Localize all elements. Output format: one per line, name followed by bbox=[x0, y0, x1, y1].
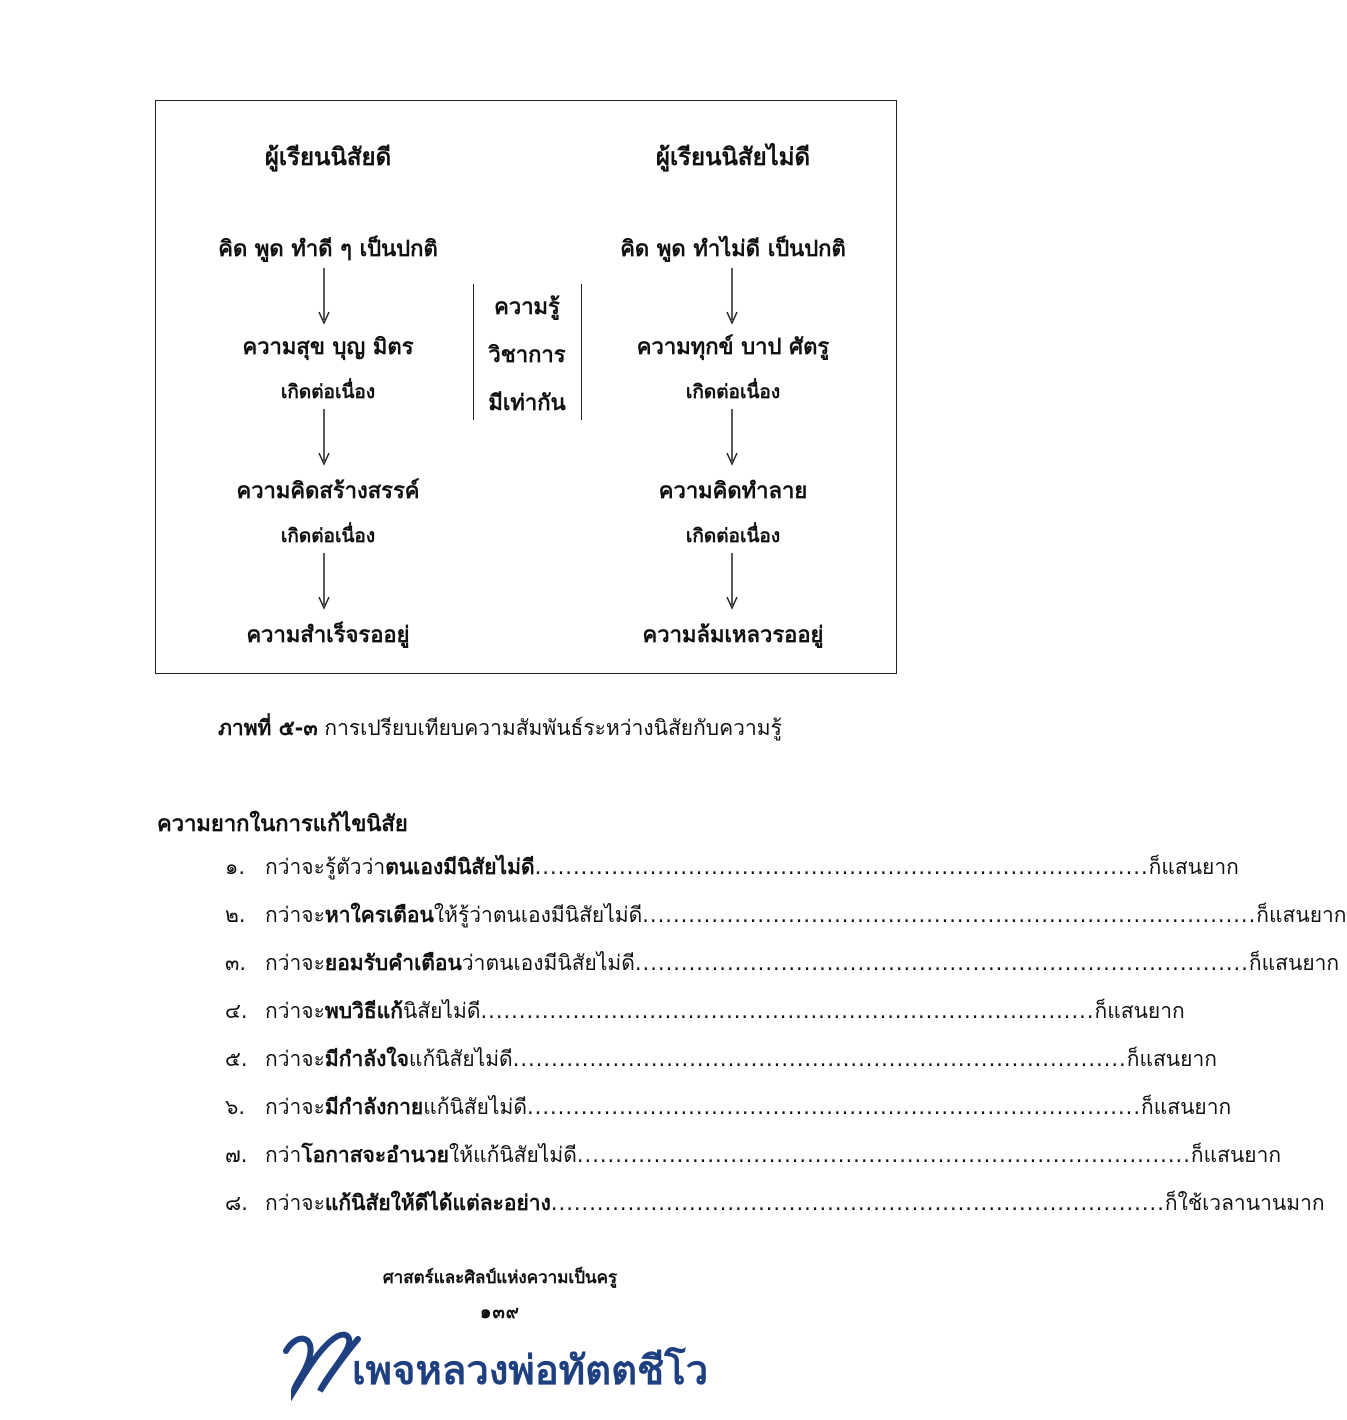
item-prefix: กว่าจะ bbox=[265, 999, 325, 1023]
item-prefix: กว่าจะ bbox=[265, 951, 325, 975]
difficulty-item bbox=[225, 1187, 1325, 1220]
item-conclusion: ก็แสนยาก bbox=[1148, 855, 1239, 879]
good-chain-step: คิด พูด ทำดี ๆ เป็นปกติ bbox=[218, 237, 438, 262]
center-label: วิชาการ bbox=[488, 343, 566, 368]
bad-chain-step: ความทุกข์ บาป ศัตรู bbox=[636, 335, 830, 360]
section-title: ความยากในการแก้ไขนิสัย bbox=[157, 812, 408, 837]
item-text bbox=[265, 1091, 527, 1124]
item-conclusion: ก็แสนยาก bbox=[1256, 903, 1347, 927]
bad-habit-title: ผู้เรียนนิสัยไม่ดี bbox=[655, 143, 811, 171]
item-emphasis: ยอมรับคำเตือน bbox=[324, 951, 462, 975]
dot-leader: ................................................................................ bbox=[512, 1047, 1127, 1071]
difficulty-item bbox=[225, 851, 1239, 884]
dot-leader: ................................................................................ bbox=[550, 1191, 1165, 1215]
item-number: ๖. bbox=[225, 1095, 246, 1119]
item-suffix: นิสัยไม่ดี bbox=[402, 999, 481, 1023]
item-number: ๒. bbox=[225, 903, 246, 927]
item-emphasis: โอกาสจะอำนวย bbox=[301, 1143, 449, 1167]
center-divider-right bbox=[581, 284, 582, 420]
item-text bbox=[265, 899, 642, 932]
item-emphasis: พบวิธีแก้ bbox=[324, 999, 403, 1023]
item-suffix: แก้นิสัยไม่ดี bbox=[423, 1095, 527, 1119]
item-conclusion: ก็ใช้เวลานานมาก bbox=[1164, 1191, 1325, 1215]
center-label: มีเท่ากัน bbox=[488, 391, 566, 416]
item-conclusion: ก็แสนยาก bbox=[1126, 1047, 1217, 1071]
difficulty-item bbox=[225, 947, 1340, 980]
good-chain-step: ความคิดสร้างสรรค์ bbox=[236, 479, 420, 504]
dot-leader: ................................................................................ bbox=[534, 855, 1149, 879]
continuous-label: เกิดต่อเนื่อง bbox=[685, 381, 781, 403]
item-text bbox=[265, 995, 480, 1028]
item-prefix: กว่าจะรู้ตัวว่า bbox=[265, 855, 386, 879]
item-text bbox=[265, 1187, 551, 1220]
item-prefix: กว่าจะ bbox=[265, 1095, 325, 1119]
down-arrow-icon bbox=[726, 409, 738, 465]
good-chain-step: ความสำเร็จรออยู่ bbox=[246, 623, 410, 648]
item-number: ๓. bbox=[225, 951, 247, 975]
bad-chain-step: คิด พูด ทำไม่ดี เป็นปกติ bbox=[620, 237, 846, 262]
item-suffix: ว่าตนเองมีนิสัยไม่ดี bbox=[461, 951, 635, 975]
item-emphasis: มีกำลังใจ bbox=[324, 1047, 409, 1071]
difficulty-item bbox=[225, 1139, 1282, 1172]
difficulty-item bbox=[225, 995, 1185, 1028]
figure-caption bbox=[0, 712, 1000, 745]
down-arrow-icon bbox=[318, 553, 330, 609]
item-text bbox=[265, 947, 635, 980]
item-prefix: กว่า bbox=[265, 1143, 302, 1167]
dot-leader: ................................................................................ bbox=[634, 951, 1249, 975]
item-emphasis: หาใครเตือน bbox=[324, 903, 434, 927]
difficulty-item bbox=[225, 899, 1347, 932]
item-emphasis: มีกำลังกาย bbox=[324, 1095, 424, 1119]
book-title: ศาสตร์และศิลป์แห่งความเป็นครู bbox=[382, 1268, 618, 1288]
continuous-label: เกิดต่อเนื่อง bbox=[685, 525, 781, 547]
dot-leader: ................................................................................ bbox=[480, 999, 1095, 1023]
dot-leader: ................................................................................ bbox=[642, 903, 1257, 927]
item-prefix: กว่าจะ bbox=[265, 1047, 325, 1071]
item-conclusion: ก็แสนยาก bbox=[1248, 951, 1340, 975]
item-conclusion: ก็แสนยาก bbox=[1190, 1143, 1282, 1167]
item-conclusion: ก็แสนยาก bbox=[1141, 1095, 1232, 1119]
item-conclusion: ก็แสนยาก bbox=[1094, 999, 1185, 1023]
item-text bbox=[265, 851, 535, 884]
center-divider-left bbox=[473, 284, 474, 420]
item-emphasis: ตนเองมีนิสัยไม่ดี bbox=[385, 855, 535, 879]
item-number: ๔. bbox=[225, 999, 248, 1023]
item-number: ๗. bbox=[225, 1143, 248, 1167]
bad-chain-step: ความล้มเหลวรออยู่ bbox=[642, 623, 824, 648]
caption-text: การเปรียบเทียบความสัมพันธ์ระหว่างนิสัยกับความรู้ bbox=[317, 716, 782, 740]
bad-chain-step: ความคิดทำลาย bbox=[658, 479, 808, 504]
item-prefix: กว่าจะ bbox=[265, 1191, 325, 1215]
good-habit-title: ผู้เรียนนิสัยดี bbox=[264, 143, 392, 171]
difficulty-item bbox=[225, 1091, 1232, 1124]
item-text bbox=[265, 1043, 513, 1076]
item-number: ๕. bbox=[225, 1047, 248, 1071]
item-number: ๑. bbox=[225, 855, 246, 879]
center-label: ความรู้ bbox=[494, 295, 560, 320]
item-emphasis: แก้นิสัยให้ดีได้แต่ละอย่าง bbox=[324, 1191, 551, 1215]
item-text bbox=[265, 1139, 577, 1172]
item-suffix: ให้รู้ว่าตนเองมีนิสัยไม่ดี bbox=[433, 903, 643, 927]
figure-label: ภาพที่ ๕-๓ bbox=[218, 716, 318, 740]
page-number: ๑๓๙ bbox=[480, 1302, 520, 1323]
down-arrow-icon bbox=[318, 409, 330, 465]
item-number: ๘. bbox=[225, 1191, 248, 1215]
continuous-label: เกิดต่อเนื่อง bbox=[280, 381, 376, 403]
down-arrow-icon bbox=[318, 268, 330, 324]
down-arrow-icon bbox=[726, 553, 738, 609]
brand-name: เพจหลวงพ่อทัตตชีโว bbox=[352, 1347, 709, 1394]
item-suffix: ให้แก้นิสัยไม่ดี bbox=[448, 1143, 577, 1167]
habit-comparison-diagram bbox=[155, 100, 897, 674]
item-prefix: กว่าจะ bbox=[265, 903, 325, 927]
down-arrow-icon bbox=[726, 268, 738, 324]
item-suffix: แก้นิสัยไม่ดี bbox=[408, 1047, 513, 1071]
dot-leader: ................................................................................ bbox=[526, 1095, 1141, 1119]
good-chain-step: ความสุข บุญ มิตร bbox=[242, 335, 414, 360]
dot-leader: ................................................................................ bbox=[576, 1143, 1191, 1167]
continuous-label: เกิดต่อเนื่อง bbox=[280, 525, 376, 547]
difficulty-item bbox=[225, 1043, 1217, 1076]
